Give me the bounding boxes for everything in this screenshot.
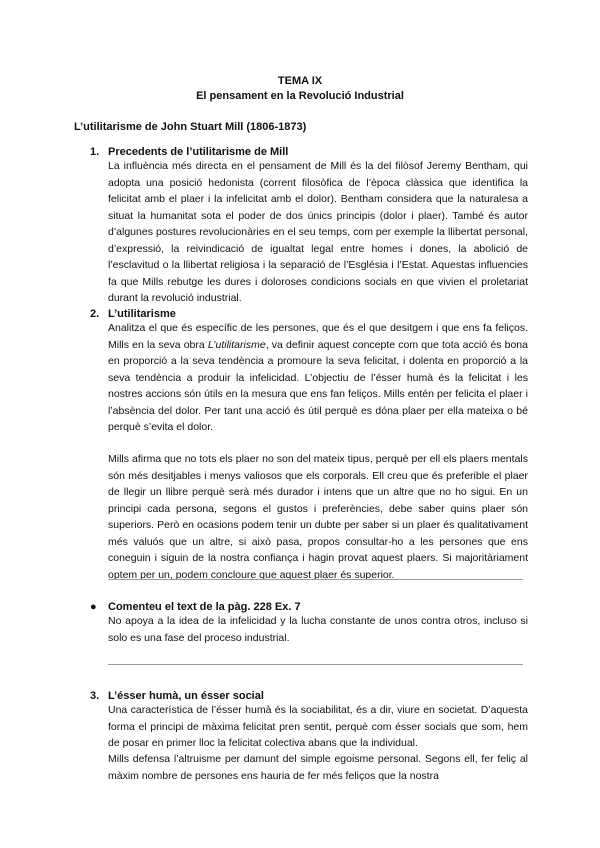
exercise-answer: No apoya a la idea de la infelicidad y la lucha constante de unos contra otros, incluso si solo es una fase del proceso industrial. bbox=[108, 615, 528, 644]
section-3-paragraph-2: Mills defensa l’altruisme per damunt del simple egoisme personal. Segons ell, fer feliç al màxim nombre de persones ens hauria de fer més feliços que la nostra bbox=[108, 753, 528, 782]
section-2-paragraph-2: Mills afirma que no tots els plaer no son del mateix tipus, perquè per ell els plaers mentals són més desitjables i menys valiosos que els corporals. Ell creu que és preferible el plaer de llegir un llibre perquè serà més durador i intens que un altre que no ho sigui. En un principi cada persona, segons el gustos i preferències, debe saber quins plaer són superiors. Però en ocasions podem tenir un dubte per saber si un plaer és qualitativament més valuós que un altre, si això pasa, propos consultar-ho a les persones que ens coneguin i siguin de la nostra confiança i hagin provat aquest plaers. Si majoritàriament optem per un, podem concloure que aquest plaer és superior. bbox=[108, 453, 528, 581]
exercise-heading bbox=[90, 600, 301, 614]
answer-line-2 bbox=[108, 664, 523, 665]
document-subtitle-topic: El pensament en la Revolució Industrial bbox=[196, 90, 404, 102]
section-2-text-b: , va definir aquest concepte com que tota acció és bona en proporció a la seva tendència a promoure la seva felicitat, i dolenta en proporció a la seva tendència a produir la infelicidad. L’objectiu de l’ésser humà és la felicitat i les nostres accions són útils en la mesura que ens fan feliços. Mills entén per felicita el plaer i l’absència del dolor. Per tant una acció és útil perquè es dóna plaer per ella mateixa o bé perquè s’evita el dolor. bbox=[108, 338, 528, 433]
section-2-paragraph-1 bbox=[108, 320, 528, 436]
section-2-number: 2. bbox=[90, 308, 100, 320]
section-2-heading bbox=[90, 307, 176, 321]
section-2-text-a: Analitza el que és específic de les persones, que és el que desitgem i que ens fa feliços. Mills en la seva obra bbox=[108, 322, 528, 351]
exercise-title: Comenteu el text de la pàg. 228 Ex. 7 bbox=[108, 601, 301, 613]
answer-line-1 bbox=[108, 579, 523, 580]
section-3-number: 3. bbox=[90, 690, 100, 702]
section-3-heading bbox=[90, 689, 264, 703]
section-1-heading bbox=[90, 145, 288, 159]
bullet-marker: ● bbox=[90, 601, 97, 613]
section-2-title: L’utilitarisme bbox=[108, 308, 176, 320]
document-title: TEMA IX bbox=[277, 75, 323, 87]
section-1-number: 1. bbox=[90, 146, 100, 158]
section-1-title: Precedents de l’utilitarisme de Mill bbox=[108, 146, 289, 158]
section-3-paragraph-1: Una característica de l’ésser humà és la sociabilitat, és a dir, viure en societat. D’aquesta forma el principi de màxima felicitat pren sentit, perquè com ésser socials que som, hem de posar en primer lloc la felicitat colectiva abans que la individual. bbox=[108, 704, 528, 749]
book-title: L’utilitarisme bbox=[207, 338, 266, 351]
main-heading: L’utilitarisme de John Stuart Mill (1806-1873) bbox=[74, 121, 307, 133]
section-3-title: L’ésser humà, un ésser social bbox=[108, 690, 264, 702]
section-1-paragraph: La influència més directa en el pensament de Mill és la del filòsof Jeremy Bentham, qui adopta una posició hedonista (corrent filosòfica de l’època clàssica que identifica la felicitat amb el plaer i la infelicitat amb el dolor). Bentham considera que la naturalesa a situat la humanitat sota el poder de dos únics principis (dolor i plaer). També és autor d’algunes postures revolucionàries en el seu temps, com per exemple la llibertat personal, d’expressió, la reivindicació de igualtat legal entre homes i dones, la abolició de l’esclavitud o la llibertat religiosa i la separació de l’Església i l’Estat. Aquestas influencies fa que Mills rebutge les dures i doloroses condicions socials en que vivien el proletariat durant la revolució industrial. bbox=[108, 160, 528, 304]
